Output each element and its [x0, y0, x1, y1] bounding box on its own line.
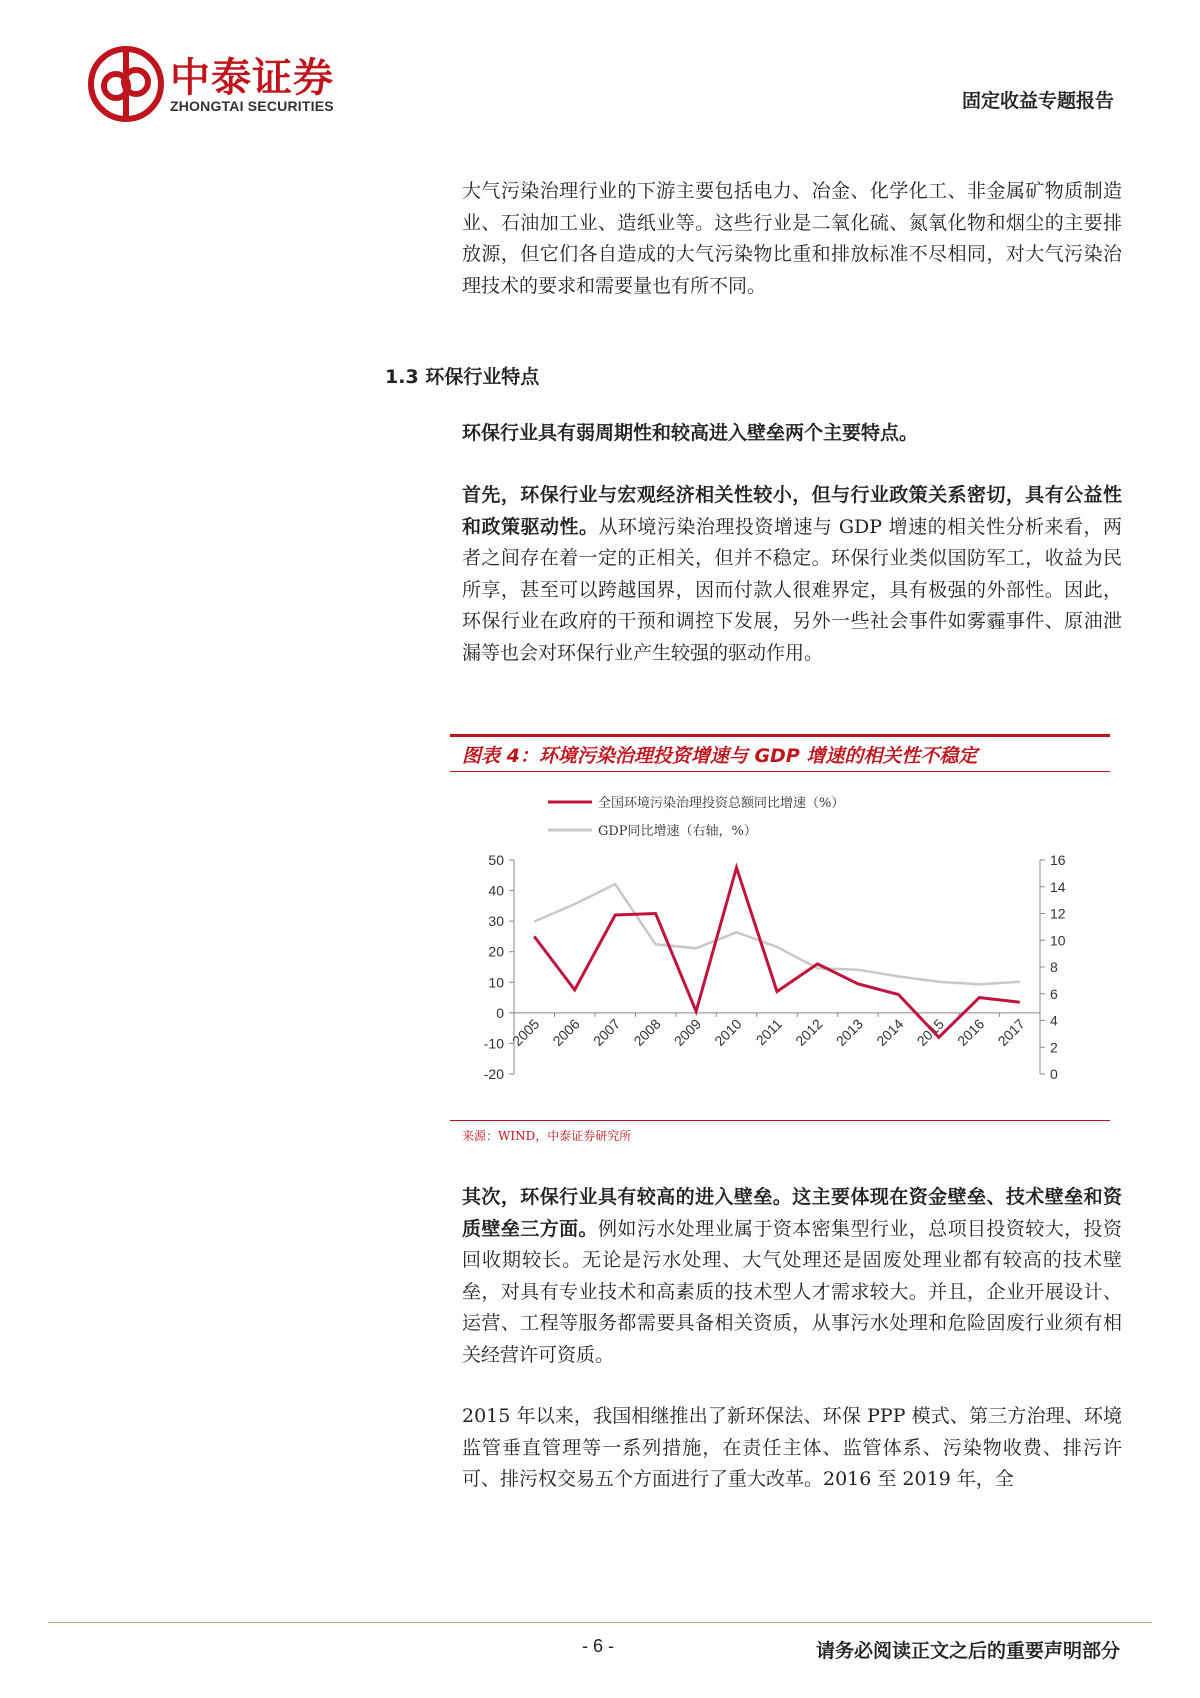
footer-disclaimer: 请务必阅读正文之后的重要声明部分: [815, 1640, 1120, 1662]
left-tick-label: 50: [488, 852, 504, 868]
x-tick-label: 2013: [832, 1015, 867, 1050]
paragraph-second-rest: 例如污水处理业属于资本密集型行业，总项目投资较大，投资回收期较长。无论是污水处理、大气处理还是固废处理业都有较高的技术壁垒，对具有专业技术和高素质的技术型人才需求较大。并且，企业开展设计、运营、工程等服务都需要具备相关资质，从事污水处理和危险固废行业须有相关经营许可资质。: [462, 1217, 1122, 1366]
right-tick-label: 0: [1050, 1066, 1058, 1082]
x-tick-label: 2017: [994, 1015, 1028, 1050]
figure-title-rule: [450, 771, 1110, 772]
left-tick-label: -10: [483, 1035, 504, 1052]
paragraph-second-bold: 其次，环保行业具有较高的进入壁垒。这主要体现在资金壁垒、技术壁垒和资质壁垒三方面。: [462, 1186, 1122, 1240]
company-logo-icon: [86, 44, 166, 124]
x-tick-label: 2014: [873, 1015, 907, 1050]
legend-label: GDP同比增速（右轴，%）: [598, 824, 757, 839]
right-tick-label: 12: [1050, 905, 1066, 922]
left-tick-label: 10: [488, 974, 504, 991]
paragraph-first-bold: 首先，环保行业与宏观经济相关性较小，但与行业政策关系密切，具有公益性和政策驱动性。: [462, 484, 1122, 538]
footer-rule: [48, 1622, 1152, 1623]
left-tick-label: 0: [496, 1004, 504, 1021]
section-title: 1.3 环保行业特点: [385, 366, 540, 388]
right-tick-label: 8: [1050, 959, 1058, 975]
paragraph-first-feature: [462, 480, 1122, 669]
logo-text-en: ZHONGTAI SECURITIES: [170, 98, 334, 114]
line-chart: [452, 778, 1108, 1118]
left-tick-label: 30: [488, 913, 504, 930]
company-logo: [86, 44, 366, 124]
x-tick-label: 2008: [630, 1015, 664, 1050]
figure-source: 来源：WIND，中泰证券研究所: [462, 1129, 632, 1143]
left-tick-label: 40: [488, 882, 504, 899]
paragraph-reform: 2015 年以来，我国相继推出了新环保法、环保 PPP 模式、第三方治理、环境监管垂直管理等一系列措施，在责任主体、监管体系、污染物收费、排污许可、排污权交易五个方面进行了重大改革。2016 至 2019 年，全: [462, 1405, 1122, 1490]
right-tick-label: 10: [1050, 932, 1066, 949]
x-tick-label: 2009: [670, 1015, 705, 1050]
x-tick-label: 2010: [711, 1015, 745, 1050]
x-tick-label: 2016: [954, 1015, 988, 1050]
paragraph-second-feature: [462, 1182, 1122, 1371]
right-tick-label: 2: [1050, 1039, 1058, 1056]
x-tick-label: 2005: [509, 1015, 543, 1050]
gdp-growth-line: [534, 884, 1020, 984]
left-tick-label: -20: [483, 1066, 504, 1082]
investment-growth-line: [534, 868, 1020, 1038]
x-tick-label: 2007: [589, 1015, 624, 1050]
right-tick-label: 4: [1050, 1012, 1058, 1029]
left-tick-label: 20: [488, 943, 504, 960]
right-tick-label: 16: [1050, 852, 1066, 868]
right-tick-label: 14: [1050, 878, 1066, 895]
logo-text-cn: 中泰证券: [170, 55, 334, 101]
right-tick-label: 6: [1050, 985, 1058, 1002]
paragraph-air-pollution: 大气污染治理行业的下游主要包括电力、冶金、化学化工、非金属矿物质制造业、石油加工业、造纸业等。这些行业是二氧化硫、氮氧化物和烟尘的主要排放源，但它们各自造成的大气污染物比重和排放标准不尽相同，对大气污染治理技术的要求和需要量也有所不同。: [462, 180, 1122, 297]
legend-label: 全国环境污染治理投资总额同比增速（%）: [598, 796, 845, 811]
figure-title: 图表 4：环境污染治理投资增速与 GDP 增速的相关性不稳定: [462, 745, 978, 767]
section-lead: 环保行业具有弱周期性和较高进入壁垒两个主要特点。: [462, 422, 919, 444]
report-type: 固定收益专题报告: [961, 90, 1114, 112]
page-number: - 6 -: [582, 1636, 615, 1656]
x-tick-label: 2012: [792, 1015, 826, 1050]
figure-top-rule: [450, 734, 1110, 737]
figure-bottom-rule: [450, 1120, 1110, 1121]
x-tick-label: 2006: [549, 1015, 583, 1050]
paragraph-first-rest: 从环境污染治理投资增速与 GDP 增速的相关性分析来看，两者之间存在着一定的正相关，但并不稳定。环保行业类似国防军工，收益为民所享，甚至可以跨越国界，因而付款人很难界定，具有极强的外部性。因此，环保行业在政府的干预和调控下发展，另外一些社会事件如雾霾事件、原油泄漏等也会对环保行业产生较强的驱动作用。: [462, 515, 1122, 664]
x-tick-label: 2011: [752, 1015, 786, 1049]
x-tick-label: 2015: [913, 1015, 947, 1050]
